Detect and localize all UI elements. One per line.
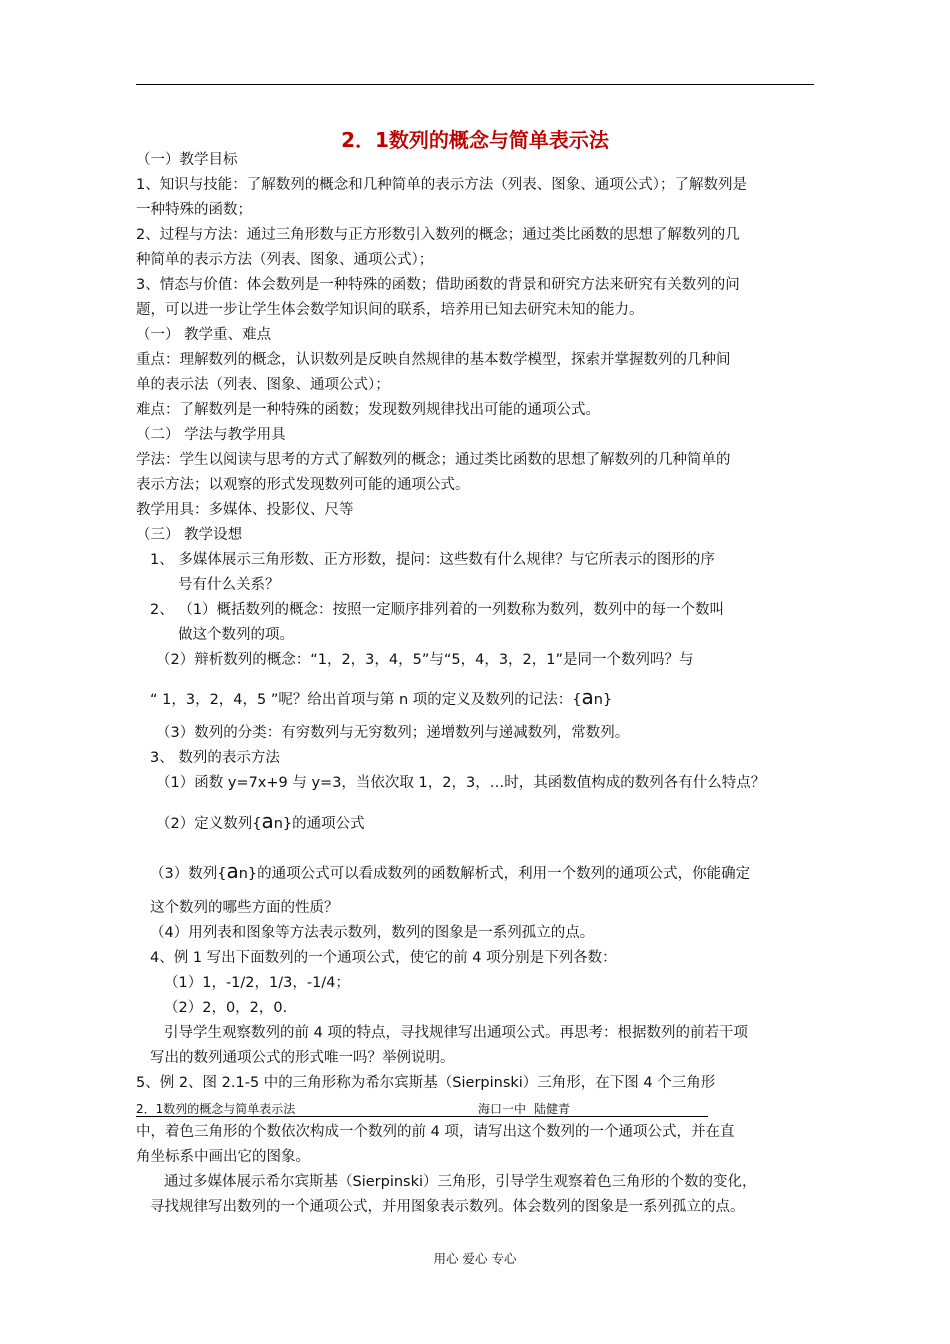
list-item: 1、 多媒体展示三角形数、正方形数，提问：这些数有什么规律？与它所表示的图形的序 xyxy=(150,552,715,568)
running-header-author: 陆健青 xyxy=(534,1102,571,1116)
text-line: 做这个数列的项。 xyxy=(178,627,294,643)
text-line: 寻找规律写出数列的一个通项公式，并用图象表示数列。体会数列的图象是一系列孤立的点。 xyxy=(150,1199,745,1215)
text-line: 1、知识与技能：了解数列的概念和几种简单的表示方法（列表、图象、通项公式）；了解数列是 xyxy=(136,177,747,193)
definition-line: （2）定义数列{an}的通项公式 xyxy=(156,809,365,833)
text-line: （1）函数 y=7x+9 与 y=3，当依次取 1，2，3，…时，其函数值构成的数列各有什么特点？ xyxy=(156,775,766,791)
text-line: 难点：了解数列是一种特殊的函数；发现数列规律找出可能的通项公式。 xyxy=(136,402,600,418)
list-item: 2、 （1）概括数列的概念：按照一定顺序排列着的一列数称为数列，数列中的每一个数叫 xyxy=(150,602,725,618)
text-line: （3）数列的分类：有穷数列与无穷数列；递增数列与递减数列，常数列。 xyxy=(156,725,630,741)
text-line: 4、例 1 写出下面数列的一个通项公式，使它的前 4 项分别是下列各数： xyxy=(150,950,617,966)
running-header xyxy=(136,1100,708,1117)
text-line: 角坐标系中画出它的图象。 xyxy=(136,1149,310,1165)
header-rule xyxy=(136,84,814,85)
sequence-symbol: a xyxy=(226,859,239,883)
text-line: 种简单的表示方法（列表、图象、通项公式）； xyxy=(136,252,434,268)
text-line: （1）1，-1/2，1/3，-1/4； xyxy=(164,975,350,991)
text-line: 教学用具：多媒体、投影仪、尺等 xyxy=(136,502,354,518)
sequence-symbol: a xyxy=(261,809,274,833)
text-line: 这个数列的哪些方面的性质？ xyxy=(150,900,339,916)
running-header-title: 2．1数列的概念与简单表示法 xyxy=(136,1102,296,1116)
text-line: 单的表示法（列表、图象、通项公式）； xyxy=(136,377,390,393)
text-line: 5、例 2、图 2.1-5 中的三角形称为希尔宾斯基（Sierpinski）三角形，在下图 4 个三角形 xyxy=(136,1075,716,1091)
running-header-school: 海口一中 xyxy=(478,1102,527,1116)
text-line: 引导学生观察数列的前 4 项的特点，寻找规律写出通项公式。再思考：根据数列的前若干项 xyxy=(164,1025,748,1041)
text-line: 2、过程与方法：通过三角形数与正方形数引入数列的概念；通过类比函数的思想了解数列的几 xyxy=(136,227,740,243)
text-line: （2）2，0，2，0. xyxy=(164,1000,288,1016)
text-line: 号有什么关系？ xyxy=(178,577,280,593)
section-heading: （三） 教学设想 xyxy=(136,527,243,543)
text-line: （一）教学目标 xyxy=(136,152,238,168)
text-line: 中，着色三角形的个数依次构成一个数列的前 4 项，请写出这个数列的一个通项公式，并在直 xyxy=(136,1124,735,1140)
page-footer: 用心 爱心 专心 xyxy=(433,1251,517,1266)
text-line: 通过多媒体展示希尔宾斯基（Sierpinski）三角形，引导学生观察着色三角形的个数的变化， xyxy=(164,1174,757,1190)
text-line: （2）辩析数列的概念：“1，2，3，4，5”与“5，4，3，2，1”是同一个数列吗？与 xyxy=(156,652,694,668)
text-line: 题，可以进一步让学生体会数学知识间的联系，培养用已知去研究未知的能力。 xyxy=(136,302,644,318)
page-title: 2．1数列的概念与简单表示法 xyxy=(341,128,609,152)
section-heading: （二） 学法与教学用具 xyxy=(136,427,286,443)
text-line: 学法：学生以阅读与思考的方式了解数列的概念；通过类比函数的思想了解数列的几种简单的 xyxy=(136,452,731,468)
text-line: 表示方法；以观察的形式发现数列可能的通项公式。 xyxy=(136,477,470,493)
text-line: （3）数列{an}的通项公式可以看成数列的函数解析式，利用一个数列的通项公式，你能确定 xyxy=(150,859,751,883)
text-line: （4）用列表和图象等方法表示数列，数列的图象是一系列孤立的点。 xyxy=(150,925,595,941)
sequence-notation-line: “ 1，3，2，4，5 ”呢？给出首项与第 n 项的定义及数列的记法：{an} xyxy=(150,685,613,709)
text-line: 重点：理解数列的概念，认识数列是反映自然规律的基本数学模型，探索并掌握数列的几种间 xyxy=(136,352,731,368)
section-heading: （一） 教学重、难点 xyxy=(136,327,272,343)
list-item: 3、 数列的表示方法 xyxy=(150,750,280,766)
text-line: 一种特殊的函数； xyxy=(136,202,252,218)
text-line: 3、情态与价值：体会数列是一种特殊的函数；借助函数的背景和研究方法来研究有关数列的问 xyxy=(136,277,740,293)
text-line: 写出的数列通项公式的形式唯一吗？举例说明。 xyxy=(150,1050,455,1066)
sequence-symbol: a xyxy=(581,685,594,709)
